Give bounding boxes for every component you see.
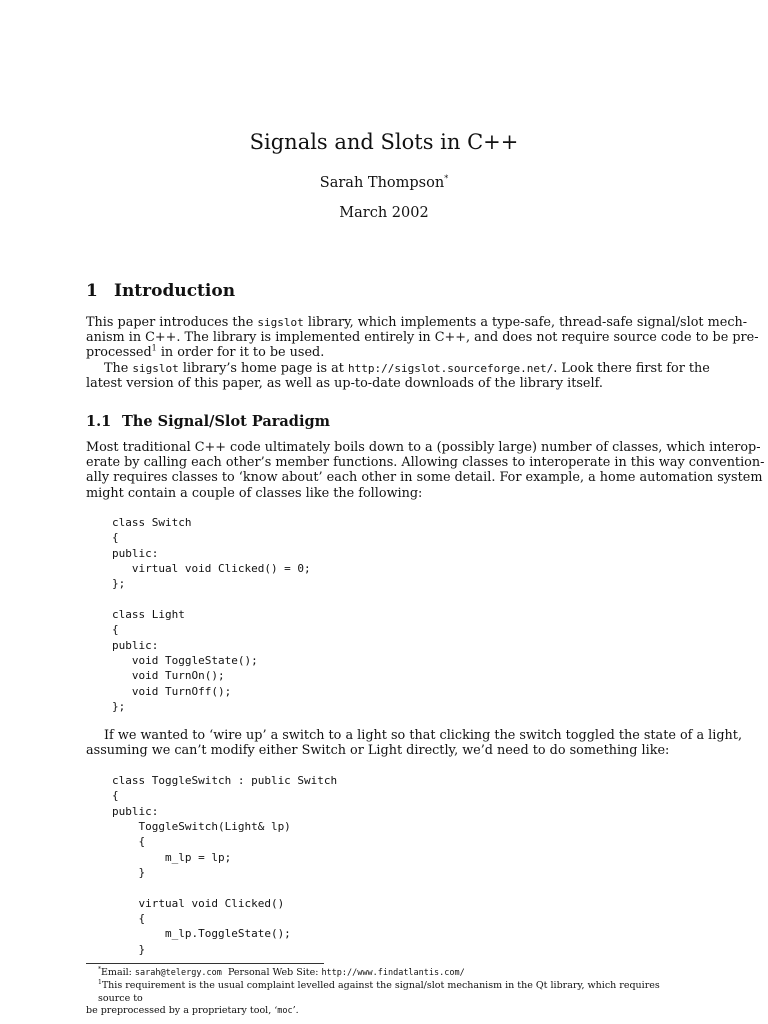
intro-paragraph-1 [86, 315, 759, 361]
code-block-switch-light: class Switch { public: virtual void Clicked() = 0; }; class Light { public: void ToggleState(); void TurnOn(); void TurnOff(); }; [112, 516, 311, 714]
footnote-author: *Email: sarah@telergy.com Personal Web Site: http://www.findatlantis.com/ [98, 966, 465, 979]
text-line: This paper introduces the sigslot library, which implements a type-safe, thread-safe signal/slot mech- [86, 315, 748, 330]
subsection-heading-paradigm [86, 413, 330, 430]
text-line: Most traditional C++ code ultimately boils down to a (possibly large) number of classes, which interop- [86, 440, 761, 455]
text-line: latest version of this paper, as well as up-to-date downloads of the library itself. [86, 376, 603, 392]
paper-title: Signals and Slots in C++ [249, 130, 519, 154]
text-line: might contain a couple of classes like the following: [86, 485, 423, 501]
paradigm-paragraph [86, 440, 765, 501]
text-line: The sigslot library’s home page is at http://sigslot.sourceforge.net/. Look there first for the [104, 361, 710, 376]
text-line: anism in C++. The library is implemented entirely in C++, and does not require source code to be pre- [86, 330, 759, 346]
inline-code: moc [277, 1006, 293, 1017]
text-line: erate by calling each other’s member functions. Allowing classes to interoperate in this way convention- [86, 455, 765, 471]
footnote-ref-1: 1 [151, 344, 157, 354]
text-line: processed$^1$ in order for it to be used. [86, 344, 325, 361]
inline-code: sigslot [257, 316, 304, 329]
code-block-toggleswitch: class ToggleSwitch : public Switch { public: ToggleSwitch(Light& lp) { m_lp = lp; } virtual void Clicked() { m_lp.ToggleState(); } [112, 774, 338, 956]
section-heading-introduction [86, 281, 235, 301]
homepage-url: http://sigslot.sourceforge.net/ [347, 362, 554, 375]
subsection-title: The Signal/Slot Paradigm [122, 413, 330, 430]
subsection-number: 1.1 [86, 413, 112, 430]
author-name: Sarah Thompson [319, 174, 445, 191]
author-email: sarah@telergy.com [134, 968, 222, 979]
inline-code: sigslot [132, 362, 179, 375]
footnote-line: be preprocessed by a proprietary tool, ‘moc’. [86, 1005, 299, 1017]
section-title: Introduction [114, 281, 236, 301]
footnote-line: $^1$This requirement is the usual complaint levelled against the signal/slot mechanism in the Qt library, which requires source to [98, 979, 660, 1004]
text-line: assuming we can’t modify either Switch or Light directly, we’d need to do something like: [86, 743, 670, 759]
intro-paragraph-2 [86, 361, 710, 392]
footnote-mark: * [98, 966, 101, 973]
text-line: ally requires classes to ‘know about’ each other in some detail. For example, a home automation system [86, 470, 763, 486]
wire-up-paragraph [86, 728, 743, 759]
paper-date: March 2002 [339, 205, 429, 221]
author-footnote-mark: * [444, 174, 449, 183]
footnote-1 [86, 977, 683, 1018]
text-line: If we wanted to ‘wire up’ a switch to a light so that clicking the switch toggled the state of a light, [104, 728, 743, 743]
author-line [0, 174, 768, 191]
author-website: http://www.findatlantis.com/ [321, 968, 465, 979]
footnote-mark: 1 [98, 979, 102, 986]
section-number: 1 [86, 281, 98, 301]
